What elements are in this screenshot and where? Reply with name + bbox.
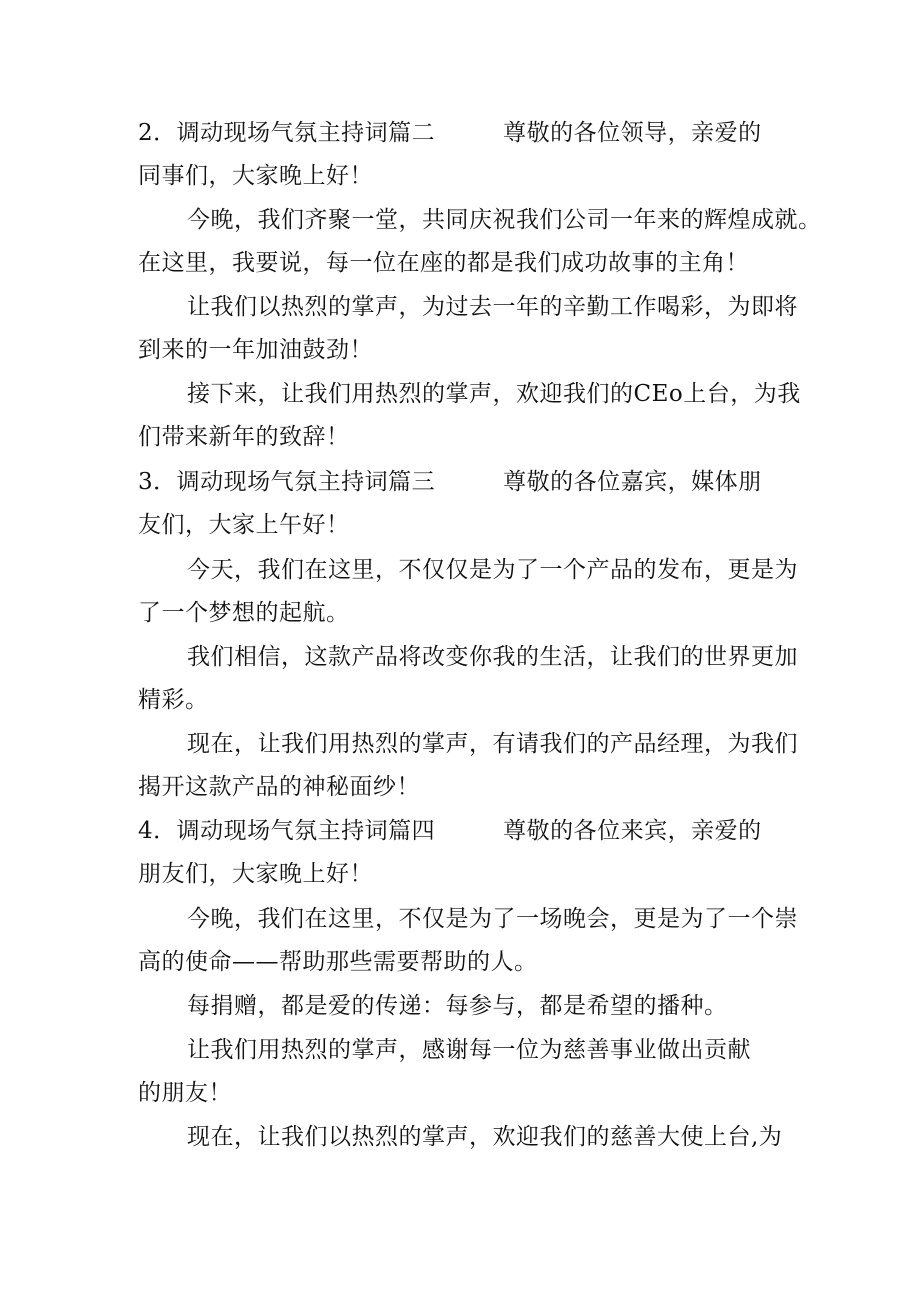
heading-title: 调动现场气氛主持词篇二 [176,120,436,146]
paragraph-line: 每捐赠，都是爱的传递：每参与，都是希望的播种。 [187,993,728,1019]
paragraph-line: 精彩。 [138,687,209,713]
paragraph-line: 的朋友！ [138,1080,232,1106]
heading-title: 调动现场气氛主持词篇四 [176,818,436,844]
heading-number: 2． [138,120,177,146]
paragraph-line: 接下来，让我们用热烈的掌声，欢迎我们的CEo上台，为我 [187,381,801,407]
section-heading [138,467,762,497]
paragraph-line: 现在，让我们以热烈的掌声，欢迎我们的慈善大使上台,为 [187,1124,783,1150]
greeting-text: 尊敬的各位来宾，亲爱的 [503,818,762,844]
section-heading [138,118,762,148]
section-heading [138,816,762,846]
heading-number: 4． [138,818,177,844]
paragraph-line: 到来的一年加油鼓劲！ [138,337,373,363]
paragraph-line: 今晚，我们齐聚一堂，共同庆祝我们公司一年来的辉煌成就。 [187,207,822,233]
greeting-line: 朋友们，大家晚上好！ [138,861,373,887]
heading-title: 调动现场气氛主持词篇三 [176,469,436,495]
paragraph-line: 今晚，我们在这里，不仅是为了一场晚会，更是为了一个崇 [187,906,798,932]
paragraph-line: 我们相信，这款产品将改变你我的生活，让我们的世界更加 [187,644,798,670]
heading-number: 3． [138,469,177,495]
paragraph-line: 让我们以热烈的掌声，为过去一年的辛勤工作喝彩，为即将 [187,294,798,320]
greeting-line: 友们，大家上午好！ [138,512,350,538]
paragraph-line: 让我们用热烈的掌声，感谢每一位为慈善事业做出贡献 [187,1037,751,1063]
paragraph-line: 揭开这款产品的神秘面纱！ [138,774,420,800]
greeting-line: 同事们，大家晚上好！ [138,163,373,189]
greeting-text: 尊敬的各位嘉宾，媒体朋 [503,469,762,495]
greeting-text: 尊敬的各位领导，亲爱的 [503,120,762,146]
paragraph-line: 了一个梦想的起航。 [138,600,350,626]
paragraph-line: 高的使命——帮助那些需要帮助的人。 [138,949,538,975]
paragraph-line: 今天，我们在这里，不仅仅是为了一个产品的发布，更是为 [187,557,798,583]
paragraph-line: 现在，让我们用热烈的掌声，有请我们的产品经理，为我们 [187,731,798,757]
paragraph-line: 们带来新年的致辞！ [138,424,350,450]
paragraph-line: 在这里，我要说，每一位在座的都是我们成功故事的主角！ [138,250,749,276]
